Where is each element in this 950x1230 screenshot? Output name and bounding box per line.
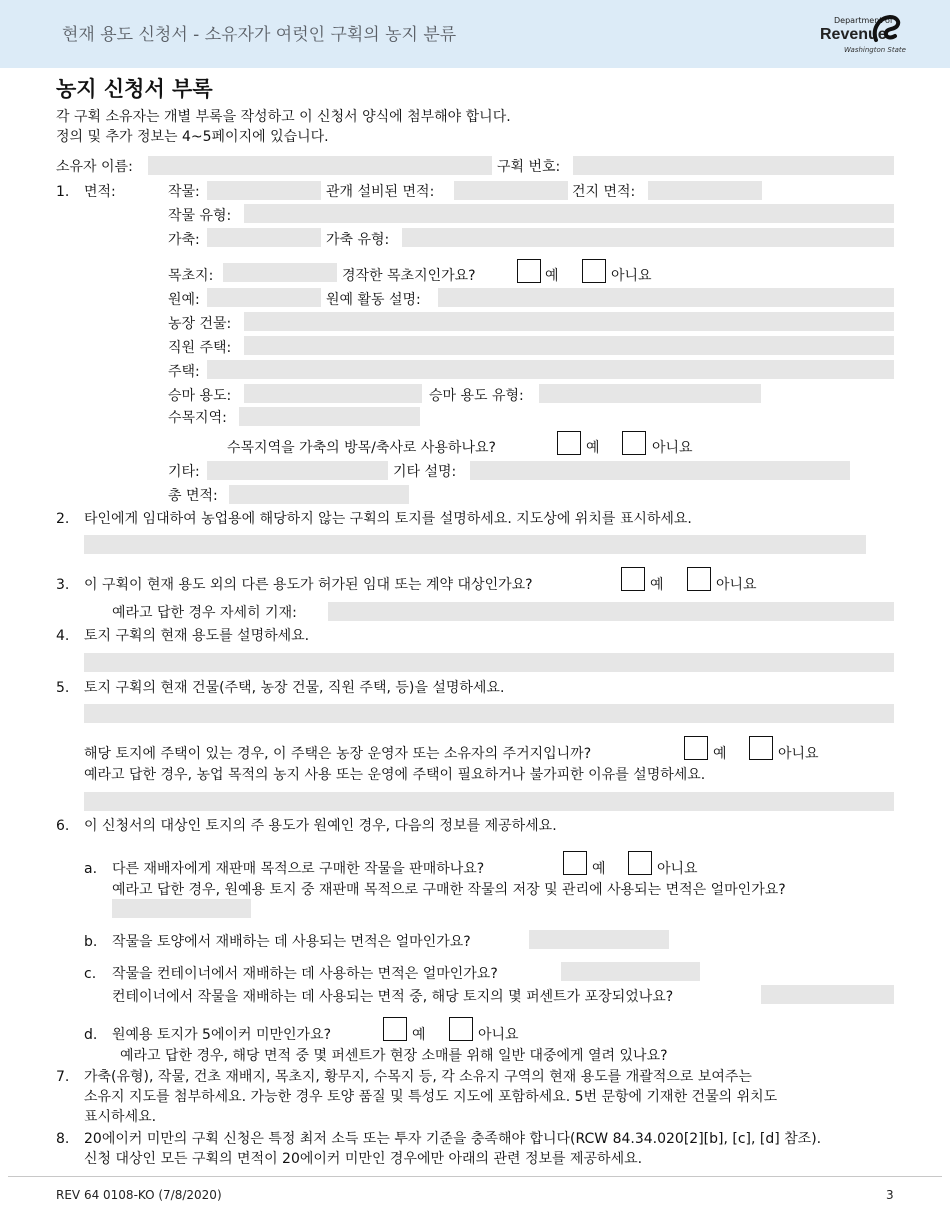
equestrian-type-field[interactable]: [539, 384, 761, 403]
q8-line-2: 신청 대상인 모든 구획의 면적이 20에이커 미만인 경우에만 아래의 관련 정보를 제공하세요.: [84, 1151, 643, 1167]
q7-line-3: 표시하세요.: [84, 1109, 157, 1125]
farm-buildings-label: 농장 건물:: [168, 316, 232, 332]
q3-yes-checkbox[interactable]: [621, 567, 645, 591]
q7-line-2: 소유지 지도를 첨부하세요. 가능한 경우 토양 품질 및 특성도 지도에 포함하세요. 5번 문항에 기재한 건물의 위치도: [84, 1089, 778, 1105]
q4-text: 토지 구획의 현재 용도를 설명하세요.: [84, 628, 310, 644]
q2-text: 타인에게 임대하여 농업용에 해당하지 않는 구획의 토지를 설명하세요. 지도상에 위치를 표시하세요.: [84, 511, 692, 527]
horticulture-desc-label: 원예 활동 설명:: [326, 292, 421, 308]
livestock-type-label: 가축 유형:: [326, 232, 390, 248]
q6-text: 이 신청서의 대상인 토지의 주 용도가 원예인 경우, 다음의 정보를 제공하세요.: [84, 818, 557, 834]
q7-line-1: 가축(유형), 작물, 건초 재배지, 목초지, 황무지, 수목지 등, 각 소유지 구역의 현재 용도를 개괄적으로 보여주는: [84, 1069, 752, 1085]
q6d-yes-checkbox[interactable]: [383, 1017, 407, 1041]
q7-number: 7.: [56, 1069, 70, 1085]
q6d-text: 원예용 토지가 5에이커 미만인가요?: [112, 1027, 332, 1043]
other-desc-label: 기타 설명:: [393, 464, 457, 480]
other-field[interactable]: [207, 461, 388, 480]
horticulture-desc-field[interactable]: [438, 288, 894, 307]
q6-number: 6.: [56, 818, 70, 834]
woodlot-field[interactable]: [239, 407, 420, 426]
dryland-field[interactable]: [648, 181, 762, 200]
equestrian-field[interactable]: [244, 384, 422, 403]
owner-name-label: 소유자 이름:: [56, 159, 133, 175]
woodlot-grazing-yes-label: 예: [586, 440, 600, 456]
intro-line-2: 정의 및 추가 정보는 4~5페이지에 있습니다.: [56, 129, 329, 145]
q6a-text: 다른 재배자에게 재판매 목적으로 구매한 작물을 판매하나요?: [112, 861, 485, 877]
woodlot-grazing-no-label: 아니요: [652, 440, 693, 456]
logo-dept-text: Department of: [834, 16, 893, 25]
document-title: 현재 용도 신청서 - 소유자가 여럿인 구획의 농지 분류: [62, 25, 457, 45]
other-desc-field[interactable]: [470, 461, 850, 480]
livestock-field[interactable]: [207, 228, 321, 247]
q6a-letter: a.: [84, 861, 98, 877]
q1-acreage-label: 면적:: [84, 184, 116, 200]
farm-buildings-field[interactable]: [244, 312, 894, 331]
logo-name-text: Revenue: [820, 26, 887, 43]
cultivated-pasture-no-label: 아니요: [611, 268, 652, 284]
cultivated-pasture-no-checkbox[interactable]: [582, 259, 606, 283]
woodlot-grazing-yes-checkbox[interactable]: [557, 431, 581, 455]
q3-text: 이 구획이 현재 용도 외의 다른 용도가 허가된 임대 또는 계약 대상인가요?: [84, 577, 533, 593]
parcel-number-field[interactable]: [573, 156, 894, 175]
q4-answer-field[interactable]: [84, 653, 894, 672]
woodlot-grazing-no-checkbox[interactable]: [622, 431, 646, 455]
housing-label: 주택:: [168, 364, 200, 380]
q6d-follow-up: 예라고 답한 경우, 해당 면적 중 몇 퍼센트가 현장 소매를 위해 일반 대중에게 열려 있나요?: [120, 1048, 668, 1064]
equestrian-label: 승마 용도:: [168, 388, 232, 404]
horticulture-label: 원예:: [168, 292, 200, 308]
pasture-field[interactable]: [223, 263, 337, 282]
pasture-label: 목초지:: [168, 268, 214, 284]
q5-residence-explain: 예라고 답한 경우, 농업 목적의 농지 사용 또는 운영에 주택이 필요하거나 불가피한 이유를 설명하세요.: [84, 767, 706, 783]
q3-yes-label: 예: [650, 577, 664, 593]
q8-number: 8.: [56, 1131, 70, 1147]
q6a-follow-up: 예라고 답한 경우, 원예용 토지 중 재판매 목적으로 구매한 작물의 저장 및 관리에 사용되는 면적은 얼마인가요?: [112, 882, 786, 898]
page-heading: 농지 신청서 부록: [56, 77, 213, 101]
q5-answer-field[interactable]: [84, 704, 894, 723]
irrigated-field[interactable]: [454, 181, 568, 200]
q2-number: 2.: [56, 511, 70, 527]
irrigated-label: 관개 설비된 면적:: [326, 184, 435, 200]
q3-detail-field[interactable]: [328, 602, 894, 621]
dryland-label: 건지 면적:: [572, 184, 636, 200]
crops-field[interactable]: [207, 181, 321, 200]
equestrian-type-label: 승마 용도 유형:: [429, 388, 524, 404]
q3-no-checkbox[interactable]: [687, 567, 711, 591]
q3-number: 3.: [56, 577, 70, 593]
total-acreage-field[interactable]: [229, 485, 409, 504]
horticulture-field[interactable]: [207, 288, 321, 307]
q8-line-1: 20에이커 미만의 구획 신청은 특정 최저 소득 또는 투자 기준을 충족해야 합니다(RCW 84.34.020[2][b], [c], [d] 참조).: [84, 1131, 822, 1147]
logo-state-text: Washington State: [844, 46, 906, 54]
page-number: 3: [886, 1188, 894, 1202]
q5-residence-yes-checkbox[interactable]: [684, 736, 708, 760]
q6c-area-field[interactable]: [561, 962, 700, 981]
housing-field[interactable]: [207, 360, 894, 379]
cultivated-pasture-question: 경작한 목초지인가요?: [342, 268, 476, 284]
q6a-yes-label: 예: [592, 861, 606, 877]
q2-answer-field[interactable]: [84, 535, 866, 554]
q6c-follow-up: 컨테이너에서 작물을 재배하는 데 사용되는 면적 중, 해당 토지의 몇 퍼센트가 포장되었나요?: [112, 989, 674, 1005]
q6a-yes-checkbox[interactable]: [563, 851, 587, 875]
crop-type-field[interactable]: [244, 204, 894, 223]
q6c-letter: c.: [84, 966, 97, 982]
employee-housing-field[interactable]: [244, 336, 894, 355]
q6b-area-field[interactable]: [529, 930, 669, 949]
q3-detail-label: 예라고 답한 경우 자세히 기재:: [112, 605, 297, 621]
q5-residence-no-label: 아니요: [778, 746, 819, 762]
q6d-letter: d.: [84, 1027, 98, 1043]
dor-logo: [818, 14, 906, 58]
livestock-label: 가축:: [168, 232, 200, 248]
q5-residence-no-checkbox[interactable]: [749, 736, 773, 760]
q6a-area-field[interactable]: [112, 899, 251, 918]
woodlot-label: 수목지역:: [168, 410, 227, 426]
q6d-yes-label: 예: [412, 1027, 426, 1043]
footer-divider: [8, 1176, 942, 1177]
q5-number: 5.: [56, 680, 70, 696]
q5-residence-explain-field[interactable]: [84, 792, 894, 811]
cultivated-pasture-yes-checkbox[interactable]: [517, 259, 541, 283]
header-banner: [0, 0, 950, 68]
q6a-no-checkbox[interactable]: [628, 851, 652, 875]
wave-logo-icon: [870, 14, 902, 44]
total-acreage-label: 총 면적:: [168, 488, 218, 504]
owner-name-field[interactable]: [148, 156, 492, 175]
q5-text: 토지 구획의 현재 건물(주택, 농장 건물, 직원 주택, 등)을 설명하세요.: [84, 680, 505, 696]
q6b-text: 작물을 토양에서 재배하는 데 사용되는 면적은 얼마인가요?: [112, 934, 471, 950]
q6d-no-label: 아니요: [478, 1027, 519, 1043]
q6c-percent-field[interactable]: [761, 985, 894, 1004]
other-label: 기타:: [168, 464, 200, 480]
intro-line-1: 각 구획 소유자는 개별 부록을 작성하고 이 신청서 양식에 첨부해야 합니다.: [56, 109, 511, 125]
q6c-text: 작물을 컨테이너에서 재배하는 데 사용하는 면적은 얼마인가요?: [112, 966, 498, 982]
q5-residence-yes-label: 예: [713, 746, 727, 762]
form-id: REV 64 0108-KO (7/8/2020): [56, 1188, 222, 1202]
woodlot-grazing-question: 수목지역을 가축의 방목/축사로 사용하나요?: [227, 440, 496, 456]
livestock-type-field[interactable]: [402, 228, 894, 247]
q6b-letter: b.: [84, 934, 98, 950]
crops-label: 작물:: [168, 184, 200, 200]
q4-number: 4.: [56, 628, 70, 644]
employee-housing-label: 직원 주택:: [168, 340, 232, 356]
parcel-number-label: 구획 번호:: [497, 159, 561, 175]
q5-residence-question: 해당 토지에 주택이 있는 경우, 이 주택은 농장 운영자 또는 소유자의 주거지입니까?: [84, 746, 592, 762]
crop-type-label: 작물 유형:: [168, 208, 232, 224]
q6a-no-label: 아니요: [657, 861, 698, 877]
q1-number: 1.: [56, 184, 70, 200]
q3-no-label: 아니요: [716, 577, 757, 593]
q6d-no-checkbox[interactable]: [449, 1017, 473, 1041]
cultivated-pasture-yes-label: 예: [545, 268, 559, 284]
